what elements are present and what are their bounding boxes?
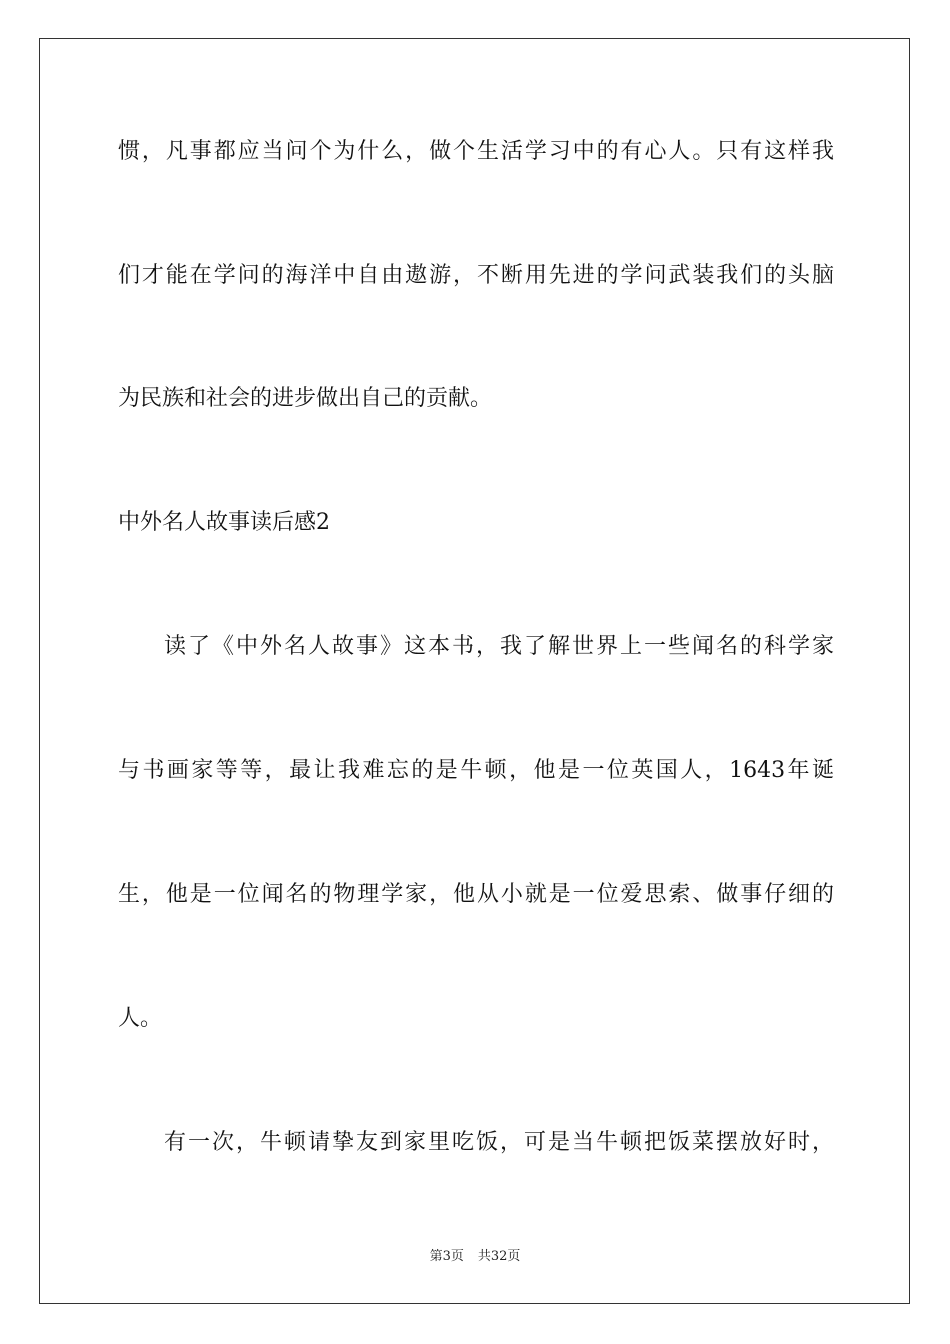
paragraph-line-7: 人。 [118, 1006, 163, 1031]
paragraph-line-2: 们才能在学问的海洋中自由遨游，不断用先进的学问武装我们的头脑 [118, 263, 834, 288]
page-footer [0, 1248, 950, 1266]
paragraph-line-5: 与书画家等等，最让我难忘的是牛顿，他是一位英国人，1643年诞 [118, 758, 834, 783]
page-total: 共32页 [477, 1249, 521, 1264]
paragraph-line-3: 为民族和社会的进步做出自己的贡献。 [118, 386, 493, 411]
paragraph-line-1: 惯，凡事都应当问个为什么，做个生活学习中的有心人。只有这样我 [118, 139, 834, 164]
page-number: 第3页 [429, 1249, 464, 1264]
paragraph-line-8: 有一次，牛顿请挚友到家里吃饭，可是当牛顿把饭菜摆放好时， [164, 1130, 834, 1155]
paragraph-line-6: 生，他是一位闻名的物理学家，他从小就是一位爱思索、做事仔细的 [118, 882, 834, 907]
section-heading: 中外名人故事读后感2 [118, 510, 330, 535]
page-border [39, 38, 910, 1304]
paragraph-line-4: 读了《中外名人故事》这本书，我了解世界上一些闻名的科学家 [164, 634, 834, 659]
